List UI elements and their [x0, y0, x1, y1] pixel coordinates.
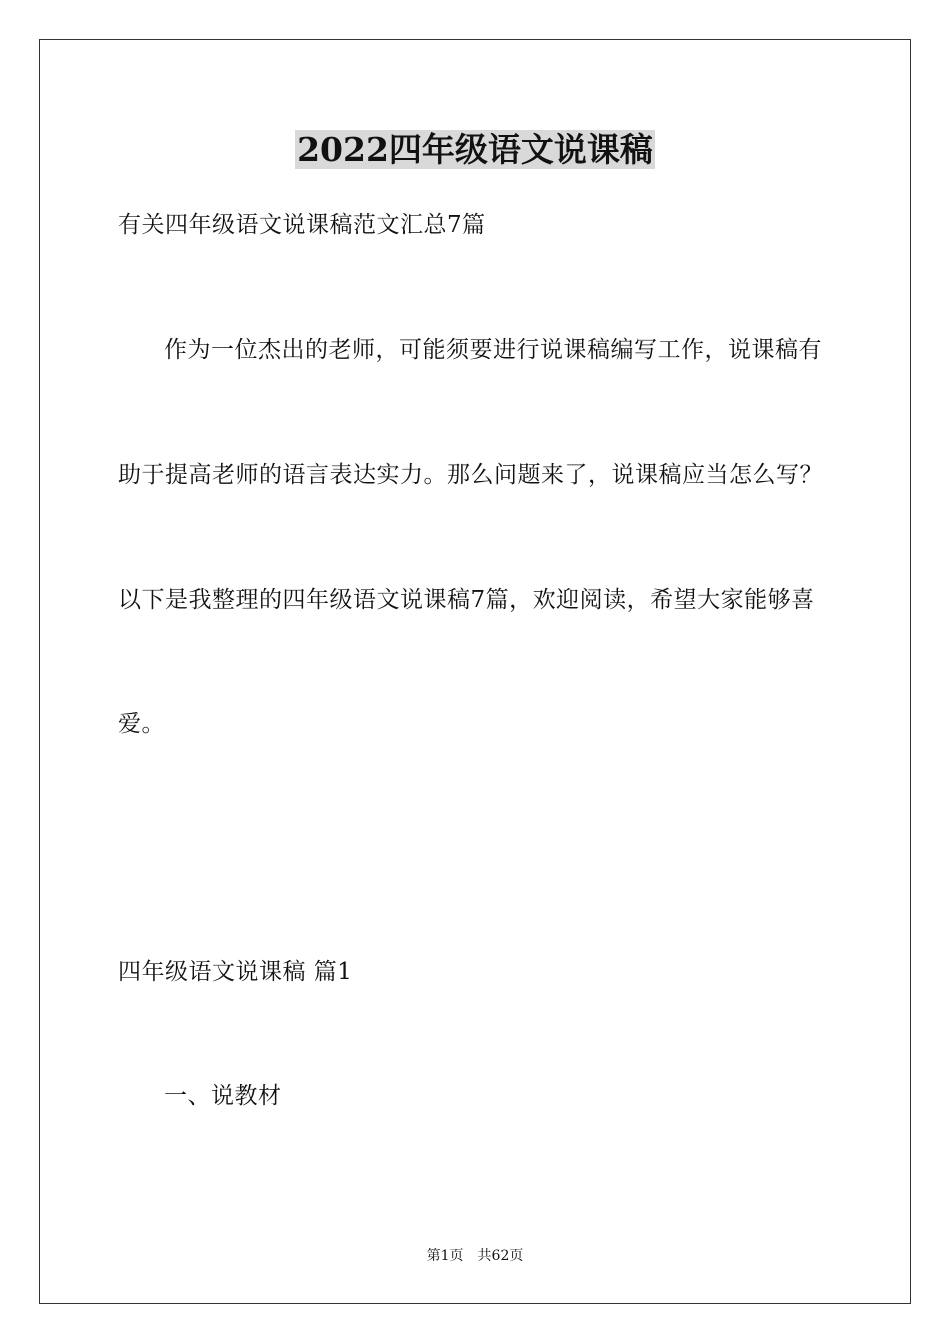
intro-line-1: 作为一位杰出的老师，可能须要进行说课稿编写工作，说课稿有 [164, 337, 822, 363]
page-number: 第1页 共62页 [426, 1248, 524, 1264]
document-title [0, 128, 950, 172]
intro-line-3: 以下是我整理的四年级语文说课稿7篇，欢迎阅读，希望大家能够喜 [118, 587, 815, 613]
subsection-heading: 一、说教材 [164, 1083, 282, 1109]
document-title-text: 2022四年级语文说课稿 [297, 130, 653, 169]
intro-line-2: 助于提高老师的语言表达实力。那么问题来了，说课稿应当怎么写？ [118, 462, 823, 488]
intro-line-4: 爱。 [118, 711, 165, 737]
section-heading: 四年级语文说课稿 篇1 [118, 959, 353, 985]
document-subtitle: 有关四年级语文说课稿范文汇总7篇 [118, 212, 486, 238]
